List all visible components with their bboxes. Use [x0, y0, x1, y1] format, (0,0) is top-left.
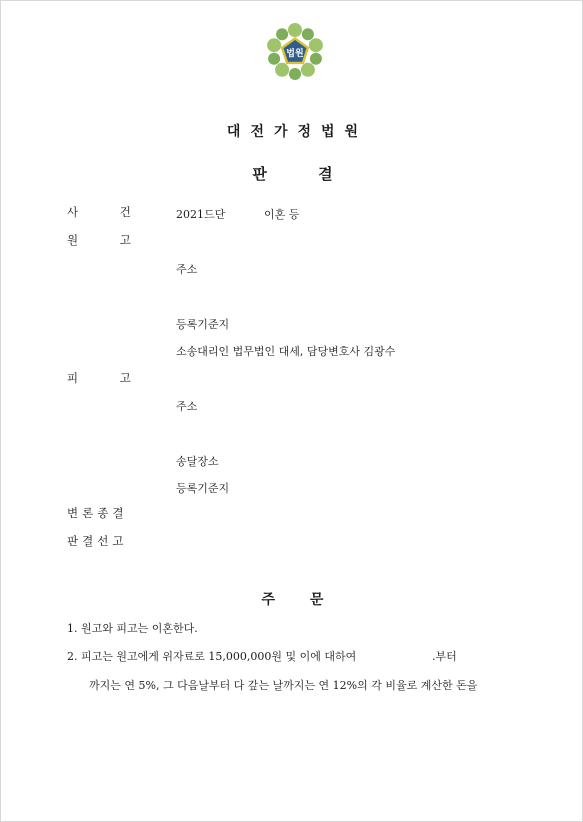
case-label: 사 건 — [67, 205, 131, 219]
plaintiff-registry-label: 등록기준지 — [176, 318, 230, 331]
defendant-service-label: 송달장소 — [176, 455, 219, 468]
order-title: 주 문 — [261, 592, 324, 608]
order-item-1: 1. 원고와 피고는 이혼한다. — [67, 622, 198, 635]
case-number: 2021드단 — [176, 208, 226, 221]
plaintiff-attorney: 소송대리인 법무법인 대세, 담당변호사 김광수 — [176, 345, 396, 358]
defendant-registry-label: 등록기준지 — [176, 482, 230, 495]
plaintiff-address-label: 주소 — [176, 263, 198, 276]
document-type: 판 결 — [252, 165, 333, 183]
plaintiff-label: 원 고 — [67, 233, 131, 247]
order-item-2-continued: 까지는 연 5%, 그 다음날부터 다 갚는 날까지는 연 12%의 각 비율로 계산한 돈을 — [89, 679, 478, 692]
defendant-address-label: 주소 — [176, 400, 198, 413]
case-name: 이혼 등 — [264, 208, 300, 221]
seal-text: 법원 — [286, 49, 304, 59]
defendant-label: 피 고 — [67, 371, 131, 385]
court-seal-icon — [264, 21, 326, 83]
order-item-2-trail: .부터 — [432, 650, 457, 663]
order-item-2: 2. 피고는 원고에게 위자료로 15,000,000원 및 이에 대하여 — [67, 650, 357, 663]
hearing-sentence-label: 판결선고 — [67, 534, 128, 548]
hearing-closing-label: 변론종결 — [67, 506, 128, 520]
court-name: 대전가정법원 — [226, 124, 369, 140]
